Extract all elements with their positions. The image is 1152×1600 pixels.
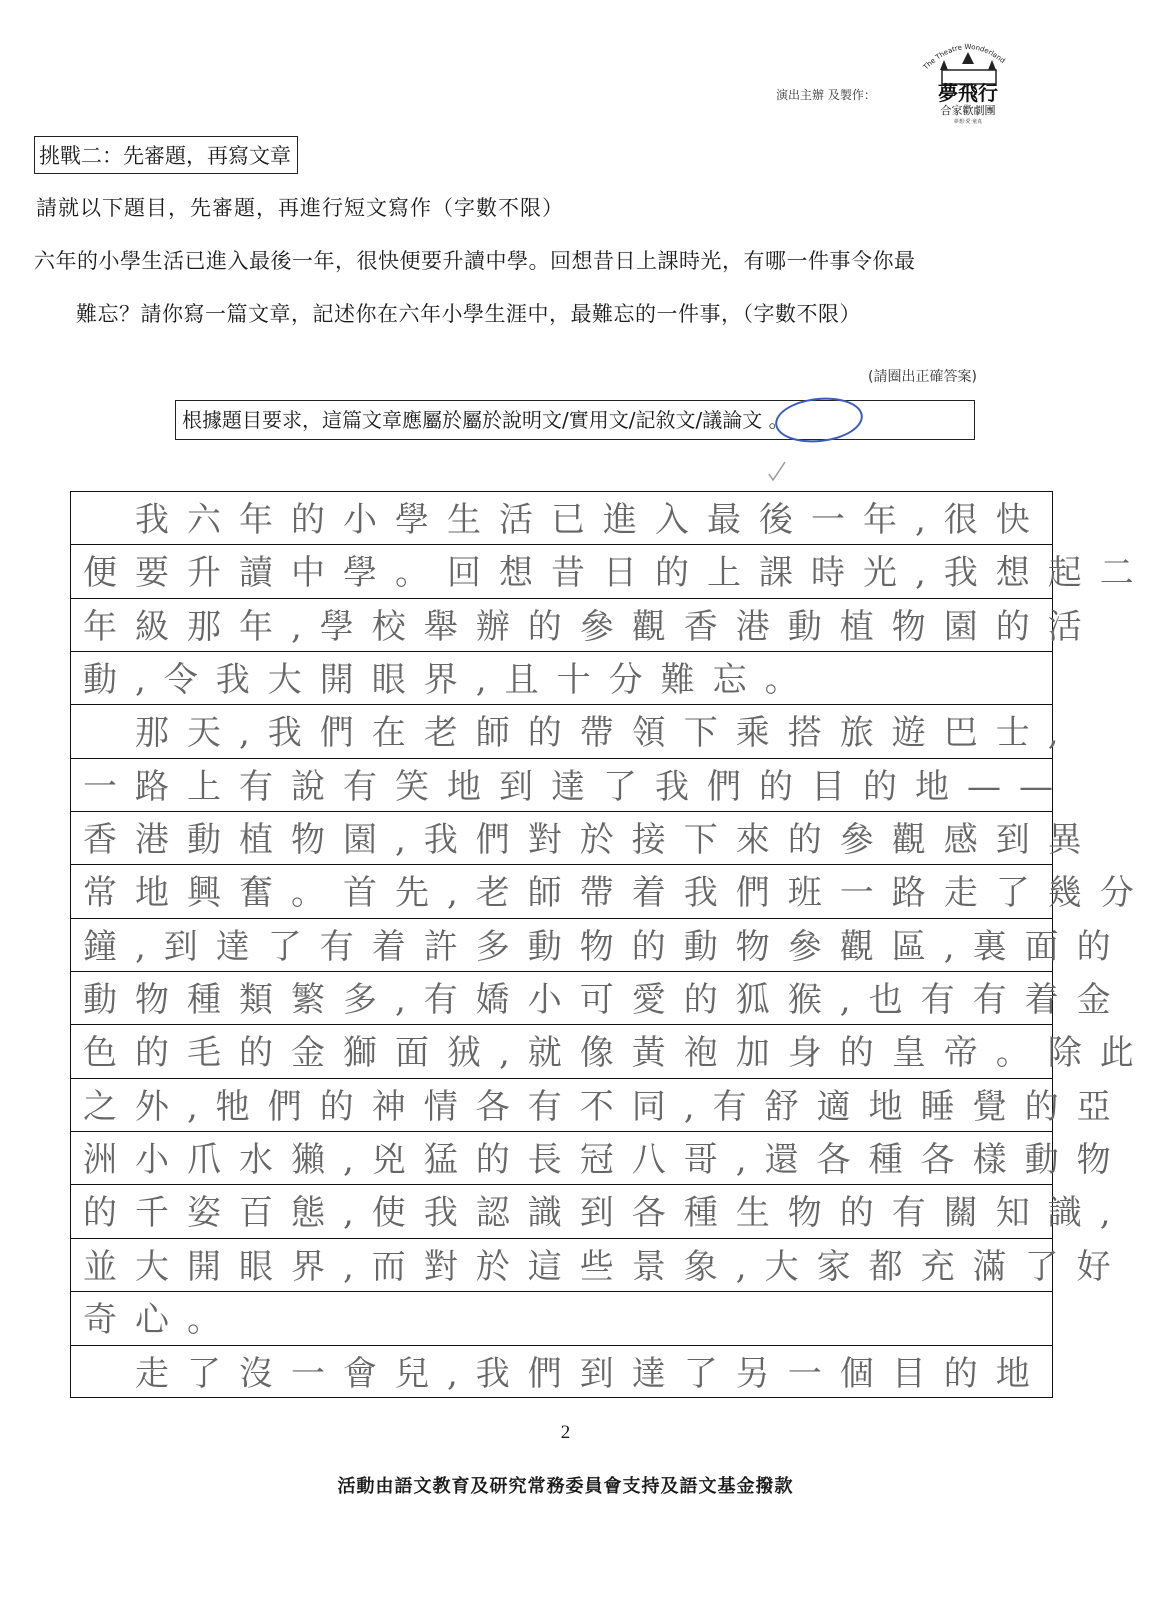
logo-subname: 合家歡劇團 [940,104,996,117]
pencil-mark-icon [763,456,793,484]
essay-line: 那天,我們在老師的帶領下乘搭旅遊巴士, [83,713,1077,754]
challenge-title: 挑戰二：先審題，再寫文章 [34,136,298,174]
prompt-line-2: 難忘？請你寫一篇文章，記述你在六年小學生涯中，最難忘的一件事，（字數不限） [76,302,861,326]
essay-line: 香港動植物園,我們對於接下來的參觀感到異 [83,820,1100,861]
organizer-label: 演出主辦 及製作： [776,88,876,102]
instruction-text: 請就以下題目，先審題，再進行短文寫作（字數不限） [36,196,564,220]
essay-line: 鐘,到達了有着許多動物的動物參觀區,裏面的 [83,926,1129,967]
essay-line: 並大開眼界,而對於這些景象,大家都充滿了好 [83,1246,1129,1287]
funding-footer: 活動由語文教育及研究常務委員會支持及語文基金撥款 [337,1476,794,1497]
logo-tagline: 夢想‧愛‧童真 [953,119,983,125]
essay-row [71,1292,1052,1345]
essay-row [71,812,1100,865]
logo-arc-text: The Theatre Wonderland [921,42,1007,72]
essay-row [71,1132,1129,1185]
essay-row [71,1079,1129,1132]
essay-row [71,652,1052,705]
essay-row [71,1239,1129,1292]
essay-row [71,972,1129,1025]
essay-row [71,599,1100,652]
essay-line: 常地興奮。首先,老師帶着我們班一路走了幾分 [83,873,1152,914]
essay-line: 我六年的小學生活已進入最後一年,很快 [83,500,1048,540]
essay-line: 的千姿百態,使我認識到各種生物的有關知識, [83,1193,1129,1234]
essay-row [71,545,1152,598]
essay-row [71,1185,1129,1238]
essay-row [71,1025,1152,1078]
prompt-line-1: 六年的小學生活已進入最後一年，很快便要升讀中學。回想昔日上課時光，有哪一件事令你最 [34,249,916,273]
essay-line: 一路上有說有笑地到達了我們的目的地—— [83,766,1071,807]
essay-line: 年級那年,學校舉辦的參觀香港動植物園的活 [83,606,1100,647]
essay-line: 奇心。 [83,1300,239,1341]
theatre-logo [918,30,1018,125]
essay-line: 走了沒一會兒,我們到達了另一個目的地 [83,1353,1048,1394]
essay-line: 洲小爪水獺,兇猛的長冠八哥,還各種各樣動物 [83,1140,1129,1181]
page-number: 2 [560,1422,571,1443]
logo-graphic [918,30,1018,125]
essay-line: 動物種類繁多,有嬌小可愛的狐猴,也有有着金 [83,980,1129,1021]
genre-question: 根據題目要求，這篇文章應屬於屬於說明文/實用文/記敘文/議論文 。 [175,400,975,440]
essay-row [71,705,1077,758]
essay-writing-grid [70,491,1152,1398]
essay-line: 之外,牠們的神情各有不同,有舒適地睡覺的亞 [83,1086,1129,1127]
essay-row [71,919,1129,972]
essay-row [71,1346,1052,1399]
essay-row [71,492,1052,545]
circle-answer-hint: (請圈出正確答案) [868,369,977,385]
essay-line: 動,令我大開眼界,且十分難忘。 [83,660,817,701]
essay-row [71,759,1071,812]
essay-line: 便要升讀中學。回想昔日的上課時光,我想起二 [83,553,1152,594]
logo-name: 夢飛行 [938,81,998,105]
essay-row [71,865,1152,918]
essay-line: 色的毛的金獅面狨,就像黃袍加身的皇帝。除此 [83,1033,1152,1074]
